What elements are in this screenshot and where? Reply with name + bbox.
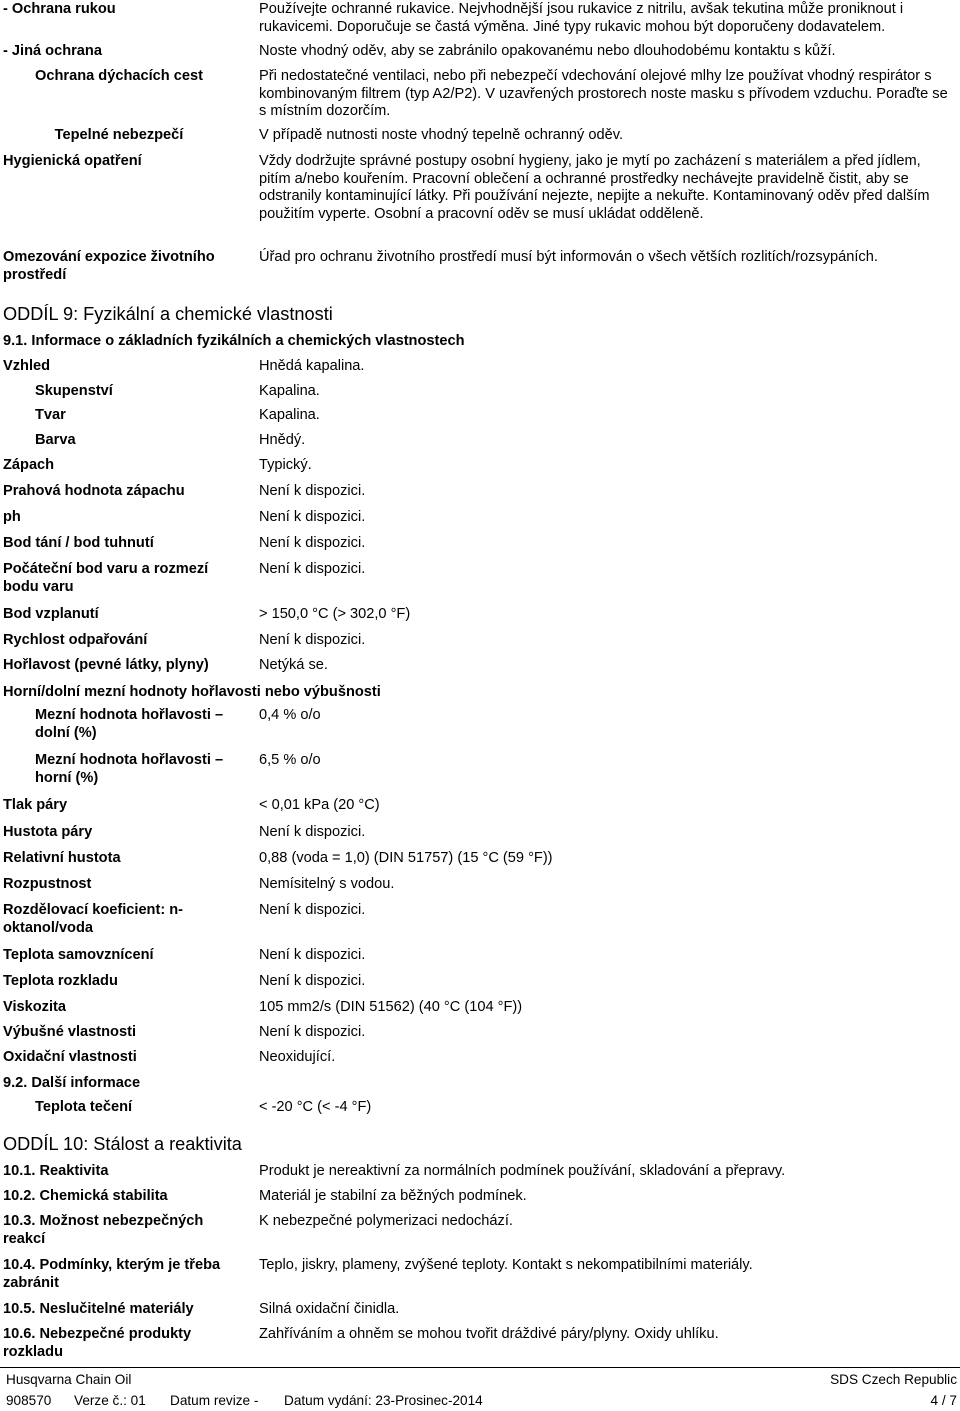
product-code: 908570 xyxy=(6,1393,52,1408)
revision-date: Datum revize - xyxy=(170,1393,259,1408)
row-label: - Jiná ochrana xyxy=(3,43,102,59)
property-label: 10.1. Reaktivita xyxy=(3,1163,109,1179)
property-value: Neoxidující. xyxy=(259,1049,336,1065)
section-title: ODDÍL 9: Fyzikální a chemické vlastnosti xyxy=(3,304,333,324)
property-value: Typický. xyxy=(259,457,312,473)
row-text: V případě nutnosti noste vhodný tepelně ochranný oděv. xyxy=(259,127,624,143)
row-text: Při nedostatečné ventilaci, nebo při nebezpečí vdechování olejové mlhy lze používat vhodný respirátor s kombinovaným filtrem (typ A2/P2). V uzavřených prostorech noste masku s přívodem vzduchu. Poraďte se s místním dozorčím. xyxy=(259,68,948,120)
property-label: Teplota samovznícení xyxy=(3,947,154,963)
property-value: Kapalina. xyxy=(259,407,320,423)
property-value: Není k dispozici. xyxy=(259,947,366,963)
section-title: ODDÍL 10: Stálost a reaktivita xyxy=(3,1134,242,1154)
product-name: Husqvarna Chain Oil xyxy=(6,1372,132,1387)
property-value: Teplo, jiskry, plameny, zvýšené teploty. Kontakt s nekompatibilními materiály. xyxy=(259,1257,753,1273)
property-value: Hnědá kapalina. xyxy=(259,358,365,374)
property-value: Není k dispozici. xyxy=(259,824,366,840)
property-label: 10.5. Neslučitelné materiály xyxy=(3,1301,194,1317)
property-value: Silná oxidační činidla. xyxy=(259,1301,400,1317)
footer-divider xyxy=(0,1367,960,1368)
property-value: 6,5 % o/o xyxy=(259,752,321,768)
property-value: 105 mm2/s (DIN 51562) (40 °C (104 °F)) xyxy=(259,999,523,1015)
property-label: Zápach xyxy=(3,457,55,473)
property-group-label: Horní/dolní mezní hodnoty hořlavosti nebo výbušnosti xyxy=(3,684,381,700)
property-value: Není k dispozici. xyxy=(259,509,366,525)
property-label: Hustota páry xyxy=(3,824,93,840)
property-label: Oxidační vlastnosti xyxy=(3,1049,137,1065)
property-label: Počáteční bod varu a rozmezí bodu varu xyxy=(3,561,209,595)
property-value: Není k dispozici. xyxy=(259,1024,366,1040)
property-label: Teplota rozkladu xyxy=(3,973,118,989)
property-value: Materiál je stabilní za běžných podmínek. xyxy=(259,1188,527,1204)
row-label: Tepelné nebezpečí xyxy=(54,127,184,143)
property-value: Netýká se. xyxy=(259,657,328,673)
property-value: Kapalina. xyxy=(259,383,320,399)
row-text: Noste vhodný oděv, aby se zabránilo opakovanému nebo dlouhodobému kontaktu s kůží. xyxy=(259,43,836,59)
property-label: Rozdělovací koeficient: n-oktanol/voda xyxy=(3,902,184,936)
property-label: Viskozita xyxy=(3,999,66,1015)
property-label: Výbušné vlastnosti xyxy=(3,1024,137,1040)
property-value: K nebezpečné polymerizaci nedochází. xyxy=(259,1213,513,1229)
property-value: Není k dispozici. xyxy=(259,902,366,918)
property-value: < 0,01 kPa (20 °C) xyxy=(259,797,380,813)
property-label: Mezní hodnota hořlavosti – horní (%) xyxy=(35,752,224,786)
property-label: Rozpustnost xyxy=(3,876,92,892)
property-value: Není k dispozici. xyxy=(259,483,366,499)
property-label: Hořlavost (pevné látky, plyny) xyxy=(3,657,209,673)
property-label: 10.4. Podmínky, kterým je třeba zabránit xyxy=(3,1257,221,1291)
property-label: Relativní hustota xyxy=(3,850,121,866)
property-label: Skupenství xyxy=(35,383,113,399)
version: Verze č.: 01 xyxy=(74,1393,146,1408)
row-label: - Ochrana rukou xyxy=(3,1,116,17)
property-label: Barva xyxy=(35,432,76,448)
property-value: Není k dispozici. xyxy=(259,973,366,989)
property-label: 10.3. Možnost nebezpečných reakcí xyxy=(3,1213,204,1247)
row-text: Úřad pro ochranu životního prostředí musí být informován o všech větších rozlitích/rozsypáních. xyxy=(259,249,878,265)
property-label: 10.2. Chemická stabilita xyxy=(3,1188,168,1204)
subsection-title: 9.2. Další informace xyxy=(3,1075,141,1091)
page-number: 4 / 7 xyxy=(930,1393,957,1408)
property-value: Není k dispozici. xyxy=(259,535,366,551)
property-label: Rychlost odpařování xyxy=(3,632,148,648)
property-label: Tvar xyxy=(35,407,66,423)
row-label: Ochrana dýchacích cest xyxy=(35,68,203,84)
property-value: Hnědý. xyxy=(259,432,306,448)
property-label: Bod tání / bod tuhnutí xyxy=(3,535,154,551)
subsection-title: 9.1. Informace o základních fyzikálních a chemických vlastnostech xyxy=(3,333,465,349)
property-value: 0,4 % o/o xyxy=(259,707,321,723)
property-label: ph xyxy=(3,509,21,525)
property-value: Nemísitelný s vodou. xyxy=(259,876,395,892)
property-value: > 150,0 °C (> 302,0 °F) xyxy=(259,606,411,622)
property-value: Není k dispozici. xyxy=(259,632,366,648)
property-label: Tlak páry xyxy=(3,797,68,813)
property-label: Bod vzplanutí xyxy=(3,606,99,622)
issue-date: Datum vydání: 23-Prosinec-2014 xyxy=(284,1393,483,1408)
property-value: Produkt je nereaktivní za normálních podmínek používání, skladování a přepravy. xyxy=(259,1163,786,1179)
property-value: Zahříváním a ohněm se mohou tvořit dráždivé páry/plyny. Oxidy uhlíku. xyxy=(259,1326,719,1342)
row-label: Hygienická opatření xyxy=(3,153,142,169)
document-type: SDS Czech Republic xyxy=(830,1372,957,1387)
property-label: Mezní hodnota hořlavosti – dolní (%) xyxy=(35,707,224,741)
property-label: Vzhled xyxy=(3,358,51,374)
property-label: Prahová hodnota zápachu xyxy=(3,483,185,499)
property-label: 10.6. Nebezpečné produkty rozkladu xyxy=(3,1326,192,1360)
property-value: 0,88 (voda = 1,0) (DIN 51757) (15 °C (59 °F)) xyxy=(259,850,553,866)
row-text: Vždy dodržujte správné postupy osobní hygieny, jako je mytí po zacházení s materiálem a před jídlem, pitím a/nebo kouřením. Pracovní oblečení a ochranné prostředky nechávejte pravidelně čistit, aby se odstranily kontaminující látky. Při používání nejezte, nepijte a nekuřte. Kontaminovaný oděv před dalším použitím vyperte. Osobní a pracovní oděv se musí ukládat odděleně. xyxy=(259,153,930,222)
row-label: Omezování expozice životního prostředí xyxy=(3,249,215,283)
row-text: Používejte ochranné rukavice. Nejvhodnější jsou rukavice z nitrilu, avšak tekutina může proniknout i rukavicemi. Doporučuje se častá výměna. Jiné typy rukavic mohou být doporučeny dodavatelem. xyxy=(259,1,904,35)
property-label: Teplota tečení xyxy=(35,1099,133,1115)
property-value: < -20 °C (< -4 °F) xyxy=(259,1099,372,1115)
property-value: Není k dispozici. xyxy=(259,561,366,577)
